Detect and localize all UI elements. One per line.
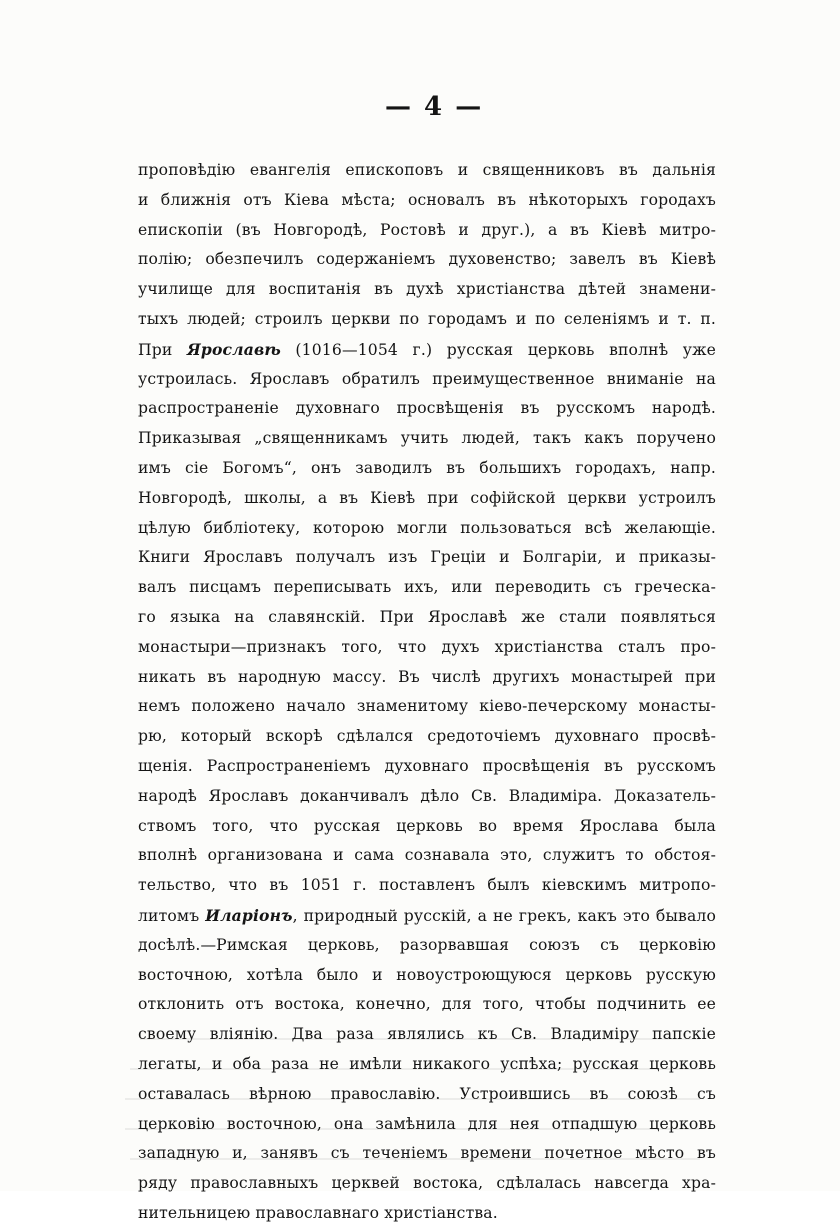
text-line: народѣ Ярославъ доканчивалъ дѣло Св. Владиміра. Доказатель-	[138, 786, 716, 805]
text-line: и ближнія отъ Кіева мѣста; основалъ въ нѣкоторыхъ городахъ	[138, 190, 716, 209]
body-text	[138, 156, 716, 1229]
italic-name: Иларіонъ	[205, 905, 293, 925]
text-line: западную и, занявъ съ теченіемъ времени почетное мѣсто въ	[138, 1144, 716, 1163]
text-line: нительницею православнаго христіанства.	[138, 1203, 498, 1222]
italic-name: Ярославѣ	[186, 339, 281, 359]
text-line: епископіи (въ Новгородѣ, Ростовѣ и друг.), а въ Кіевѣ митро-	[138, 220, 716, 239]
text-line: устроилась. Ярославъ обратилъ преимущественное вниманіе на	[138, 369, 716, 388]
text-line: восточною, хотѣла было и новоустроющуюся церковь русскую	[138, 965, 716, 984]
text-line: проповѣдію евангелія епископовъ и священниковъ въ дальнія	[138, 161, 716, 179]
text-line: Приказывая „священникамъ учить людей, такъ какъ поручено	[138, 429, 716, 448]
text-line: оставалась вѣрною православію. Устроившись въ союзѣ съ	[138, 1084, 716, 1103]
text-line: рю, который вскорѣ сдѣлался средоточіемъ духовнаго просвѣ-	[138, 727, 716, 746]
text-line: досѣлѣ.—Римская церковь, разорвавшая союзъ съ церковію	[138, 935, 716, 954]
text-line: тыхъ людей; строилъ церкви по городамъ и по селеніямъ и т. п.	[138, 309, 716, 328]
text-line: щенія. Распространеніемъ духовнаго просвѣщенія въ русскомъ	[138, 756, 716, 775]
text-line: имъ сіе Богомъ“, онъ заводилъ въ большихъ городахъ, напр.	[138, 458, 716, 477]
text-line: отклонить отъ востока, конечно, для того, чтобы подчинить ее	[138, 995, 716, 1014]
page-number: — 4 —	[385, 92, 484, 122]
text-line: Книги Ярославъ получалъ изъ Греціи и Болгаріи, и приказы-	[138, 548, 716, 567]
text-line: училище для воспитанія въ духѣ христіанства дѣтей знамени-	[138, 280, 716, 299]
text-line: своему вліянію. Два раза являлись къ Св. Владиміру папскіе	[138, 1025, 716, 1044]
text-line: вполнѣ организована и сама сознавала это, служитъ то обстоя-	[138, 846, 716, 865]
text-line: При Ярославѣ (1016—1054 г.) русская церковь вполнѣ уже	[138, 339, 716, 359]
text-line: литомъ Иларіонъ, природный русскій, а не грекъ, какъ это бывало	[138, 905, 717, 925]
text-line: монастыри—признакъ того, что духъ христіанства сталъ про-	[138, 637, 716, 656]
text-line: немъ положено начало знаменитому кіево-печерскому монасты-	[138, 697, 716, 716]
text-line: ряду православныхъ церквей востока, сдѣлалась навсегда хра-	[138, 1174, 716, 1193]
text-line: никать въ народную массу. Въ числѣ другихъ монастырей при	[138, 667, 716, 686]
text-line: церковію восточною, она замѣнила для нея отпадшую церковь	[138, 1114, 716, 1133]
text-line: валъ писцамъ переписывать ихъ, или переводить съ греческа-	[138, 578, 716, 597]
text-line: полію; обезпечилъ содержаніемъ духовенство; завелъ въ Кіевѣ	[138, 250, 716, 269]
text-line: тельство, что въ 1051 г. поставленъ былъ кіевскимъ митропо-	[138, 876, 716, 895]
text-line: цѣлую библіотеку, которою могли пользоваться всѣ желающіе.	[138, 518, 716, 537]
text-line: распространеніе духовнаго просвѣщенія въ русскомъ народѣ.	[138, 399, 716, 418]
text-line: Новгородѣ, школы, а въ Кіевѣ при софійской церкви устроилъ	[138, 488, 716, 507]
text-line: легаты, и оба раза не имѣли никакого успѣха; русская церковь	[138, 1054, 716, 1073]
text-line: ствомъ того, что русская церковь во время Ярослава была	[138, 816, 716, 835]
text-line: го языка на славянскій. При Ярославѣ же стали появляться	[138, 607, 716, 626]
